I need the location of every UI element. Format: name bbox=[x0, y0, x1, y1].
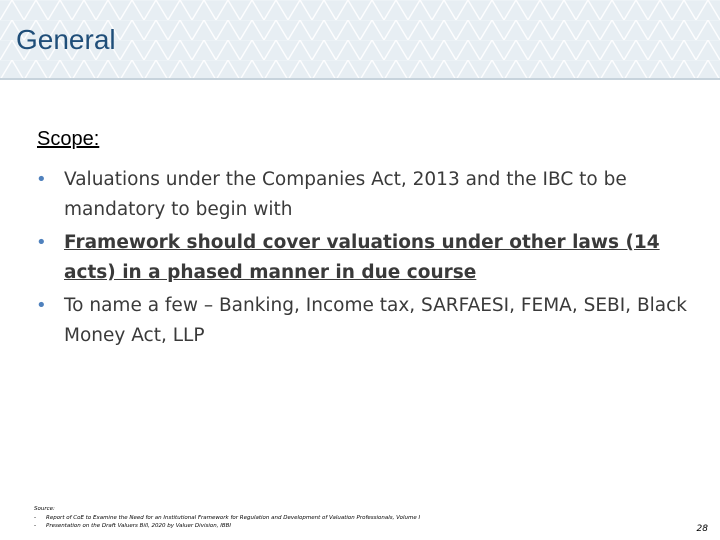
bullet-item bbox=[36, 165, 696, 224]
bullet-icon: • bbox=[36, 169, 47, 190]
source-label: Source: bbox=[34, 506, 55, 512]
source-item-marker: - bbox=[34, 514, 36, 521]
bullet-item bbox=[36, 291, 696, 350]
slide-title: General bbox=[16, 24, 116, 55]
source-item bbox=[34, 514, 420, 523]
source-item-text: Presentation on the Draft Valuers Bill, 2020 by Valuer Division, IBBI bbox=[46, 523, 232, 529]
page-number: 28 bbox=[696, 524, 708, 534]
bullet-text: Framework should cover valuations under other laws (14 acts) in a phased manner in due course bbox=[64, 232, 660, 283]
bullet-text: Valuations under the Companies Act, 2013 and the IBC to be mandatory to begin with bbox=[64, 169, 627, 220]
bullet-icon: • bbox=[36, 295, 47, 316]
bullet-icon: • bbox=[36, 232, 47, 253]
source-item-marker: - bbox=[34, 523, 36, 529]
scope-heading: Scope: bbox=[37, 128, 100, 150]
source-item bbox=[34, 522, 420, 531]
slide-header bbox=[0, 0, 720, 80]
bullet-text: To name a few – Banking, Income tax, SARFAESI, FEMA, SEBI, Black Money Act, LLP bbox=[64, 295, 687, 346]
source-item-text: Report of CoE to Examine the Need for an Institutional Framework for Regulation and Development of Valuation Professionals, Volume I bbox=[46, 514, 421, 521]
bullet-item bbox=[36, 228, 696, 287]
source-note bbox=[34, 505, 420, 531]
bullet-list bbox=[36, 165, 696, 354]
